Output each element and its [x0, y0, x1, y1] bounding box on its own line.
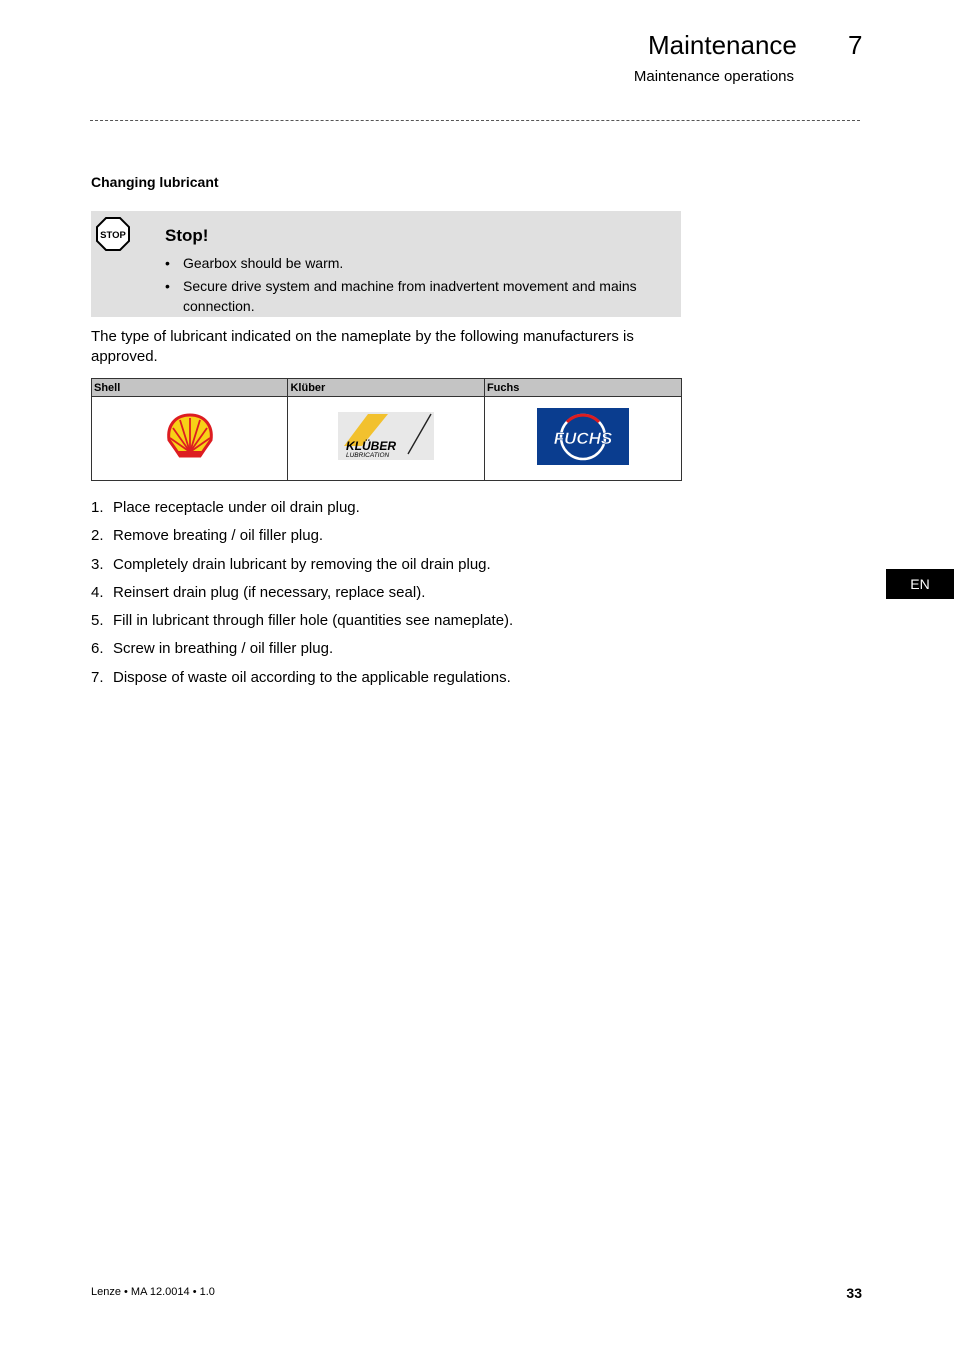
table-header-fuchs: Fuchs: [484, 379, 681, 397]
intro-text: The type of lubricant indicated on the nameplate by the following manufacturers is approved.: [91, 328, 634, 365]
step-item: [91, 497, 691, 525]
step-number: 4.: [91, 583, 104, 601]
shell-cell: [92, 397, 288, 481]
kluber-logo: [338, 412, 434, 460]
fuchs-logo: [537, 408, 629, 465]
chapter-title: Maintenance: [648, 30, 797, 60]
step-number: 2.: [91, 527, 104, 545]
step-number: 1.: [91, 499, 104, 516]
step-item: [91, 667, 691, 695]
fuchs-logo-text: FUCHS: [553, 428, 613, 448]
step-item: [91, 638, 691, 666]
step-item: [91, 582, 691, 610]
page-number: 33: [846, 1285, 862, 1301]
chapter-number: 7: [848, 30, 863, 60]
step-number: 5.: [91, 612, 104, 630]
step-text: Fill in lubricant through filler hole (quantities see nameplate).: [113, 612, 514, 630]
manufacturers-table: [91, 378, 682, 481]
shell-logo: [165, 412, 215, 460]
stop-item: • Gearbox should be warm.: [165, 253, 665, 273]
chapter-subtitle: Maintenance operations: [633, 68, 794, 85]
header-divider: [90, 120, 860, 121]
section-title: Changing lubricant: [91, 174, 219, 190]
stop-item: • Secure drive system and machine from inadvertent movement and mains connection.: [165, 276, 665, 316]
kluber-logo-text: KLÜBER: [346, 439, 397, 453]
language-tab[interactable]: EN: [886, 569, 954, 599]
step-item: [91, 610, 691, 638]
stop-sign-text: STOP: [100, 230, 126, 241]
step-text: Dispose of waste oil according to the applicable regulations.: [113, 668, 511, 686]
step-item: [91, 525, 691, 553]
step-number: 6.: [91, 640, 104, 658]
stop-list: [165, 253, 665, 319]
footer-doc-ref: Lenze • MA 12.0014 • 1.0: [91, 1286, 215, 1298]
table-header-shell: Shell: [92, 379, 288, 397]
stop-notice: [91, 211, 681, 317]
step-item: [91, 554, 691, 582]
step-text: Place receptacle under oil drain plug.: [113, 499, 360, 516]
stop-heading: Stop!: [165, 226, 209, 245]
kluber-logo-subtext: LUBRICATION: [346, 452, 390, 459]
fuchs-cell: [484, 397, 681, 481]
step-text: Remove breating / oil filler plug.: [113, 527, 324, 545]
step-text: Completely drain lubricant by removing the oil drain plug.: [113, 555, 491, 573]
step-text: Reinsert drain plug (if necessary, replace seal).: [113, 583, 426, 601]
kluber-cell: [288, 397, 484, 481]
procedure-steps: [91, 497, 691, 695]
stop-sign-icon: [96, 217, 130, 251]
step-number: 7.: [91, 668, 104, 686]
step-number: 3.: [91, 555, 104, 573]
table-header-kluber: Klüber: [288, 379, 484, 397]
step-text: Screw in breathing / oil filler plug.: [113, 640, 334, 658]
